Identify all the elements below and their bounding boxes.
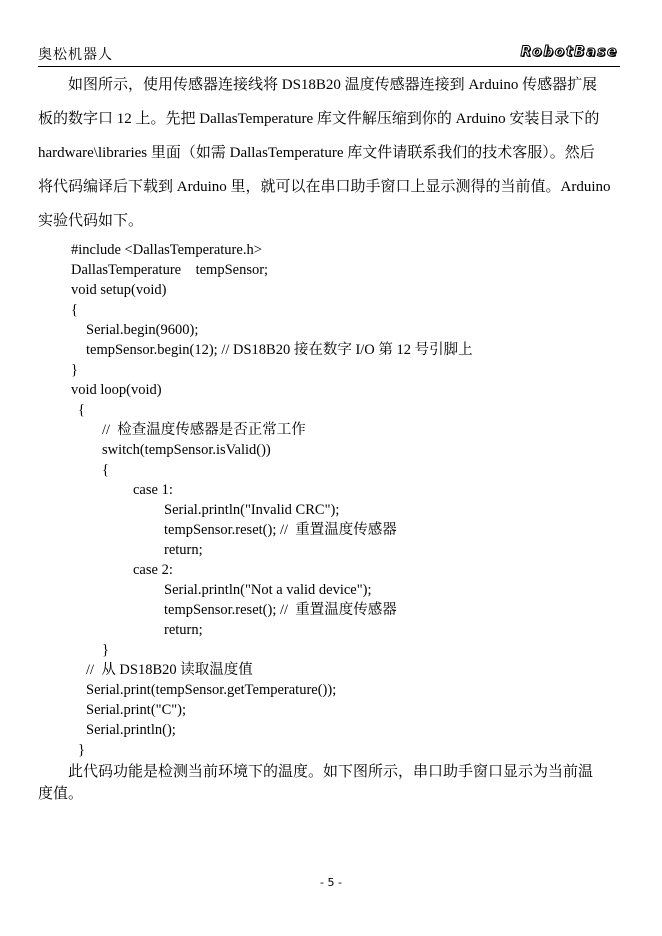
- code-line: Serial.println("Not a valid device");: [164, 582, 372, 598]
- intro-line: 板的数字口 12 上。先把 DallasTemperature 库文件解压缩到你的 Arduino 安装目录下的: [38, 111, 600, 127]
- intro-line: 将代码编译后下载到 Arduino 里，就可以在串口助手窗口上显示测得的当前值。Arduino: [38, 179, 611, 195]
- code-line: {: [78, 402, 85, 418]
- header-brand-logo: RobotBase: [520, 44, 618, 60]
- summary-paragraph: [38, 761, 622, 805]
- intro-line: 如图所示，使用传感器连接线将 DS18B20 温度传感器连接到 Arduino 传感器扩展: [38, 77, 598, 93]
- intro-line: hardware\libraries 里面（如需 DallasTemperature 库文件请联系我们的技术客服）。然后: [38, 145, 595, 161]
- code-line: tempSensor.begin(12); // DS18B20 接在数字 I/O 第 12 号引脚上: [86, 342, 473, 358]
- code-line: switch(tempSensor.isValid()): [102, 442, 271, 458]
- code-line: case 2:: [133, 562, 173, 578]
- code-line: case 1:: [133, 482, 173, 498]
- intro-line: 实验代码如下。: [38, 213, 144, 229]
- header-company-name: 奥松机器人: [38, 47, 113, 63]
- code-line: return;: [164, 542, 203, 558]
- code-line: Serial.println("Invalid CRC");: [164, 502, 340, 518]
- code-line: {: [102, 462, 109, 478]
- code-line: Serial.begin(9600);: [86, 322, 199, 338]
- code-line: {: [71, 302, 78, 318]
- code-line: DallasTemperature tempSensor;: [71, 262, 269, 278]
- code-line: }: [71, 362, 78, 378]
- code-line: tempSensor.reset(); // 重置温度传感器: [164, 602, 397, 618]
- code-line: void setup(void): [71, 282, 167, 298]
- code-line: // 从 DS18B20 读取温度值: [86, 662, 253, 678]
- code-line: // 检查温度传感器是否正常工作: [102, 422, 306, 438]
- code-line: }: [102, 642, 109, 658]
- code-line: tempSensor.reset(); // 重置温度传感器: [164, 522, 397, 538]
- code-line: return;: [164, 622, 203, 638]
- code-line: Serial.println();: [86, 722, 176, 738]
- code-line: Serial.print("C");: [86, 702, 187, 718]
- code-line: void loop(void): [71, 382, 162, 398]
- summary-line: 此代码功能是检测当前环境下的温度。如下图所示，串口助手窗口显示为当前温: [38, 764, 594, 780]
- page-number: - 5 -: [320, 876, 342, 889]
- code-line: Serial.print(tempSensor.getTemperature());: [86, 682, 337, 698]
- header-divider: [38, 66, 620, 67]
- code-line: #include <DallasTemperature.h>: [71, 242, 262, 258]
- code-line: }: [78, 742, 85, 758]
- intro-paragraph: [38, 68, 622, 238]
- summary-line: 度值。: [38, 786, 84, 802]
